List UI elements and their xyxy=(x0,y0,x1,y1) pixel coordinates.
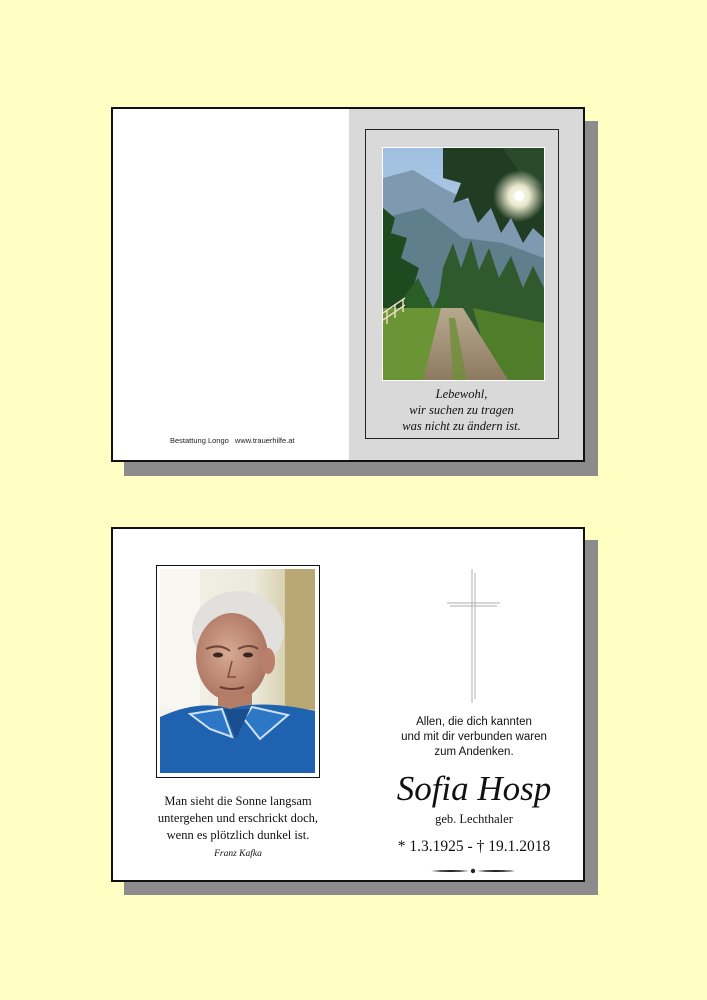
quote-line: untergehen und erschrickt doch, xyxy=(157,811,319,825)
landscape-photo xyxy=(382,147,545,381)
inner-card xyxy=(111,527,585,882)
front-card xyxy=(111,107,585,462)
cross-icon xyxy=(444,567,504,712)
remembrance-line: zum Andenken. xyxy=(434,746,514,758)
quote-line: wenn es plötzlich dunkel ist. xyxy=(166,828,310,842)
quote-author: Franz Kafka xyxy=(214,849,262,859)
imprint-url: www.trauerhilfe.at xyxy=(234,436,295,445)
portrait-frame xyxy=(156,565,320,778)
imprint-company: Bestattung Longo xyxy=(170,436,229,445)
ornament-divider-icon xyxy=(431,862,515,880)
deceased-name: Sofia Hosp xyxy=(396,769,552,808)
remembrance-text xyxy=(383,715,565,760)
verse-line: wir suchen zu tragen xyxy=(409,403,514,417)
front-panel xyxy=(349,109,583,460)
portrait-photo xyxy=(160,569,315,773)
verse-line: was nicht zu ändern ist. xyxy=(402,419,521,433)
life-dates: * 1.3.1925 - † 19.1.2018 xyxy=(397,838,551,855)
imprint xyxy=(170,436,295,445)
kafka-quote xyxy=(138,793,338,863)
quote-line: Man sieht die Sonne langsam xyxy=(164,794,312,808)
photo-frame xyxy=(365,129,559,439)
maiden-name: geb. Lechthaler xyxy=(435,812,513,826)
farewell-verse xyxy=(366,386,557,434)
remembrance-line: Allen, die dich kannten xyxy=(416,716,532,728)
verse-line: Lebewohl, xyxy=(435,387,488,401)
remembrance-line: und mit dir verbunden waren xyxy=(401,731,547,743)
